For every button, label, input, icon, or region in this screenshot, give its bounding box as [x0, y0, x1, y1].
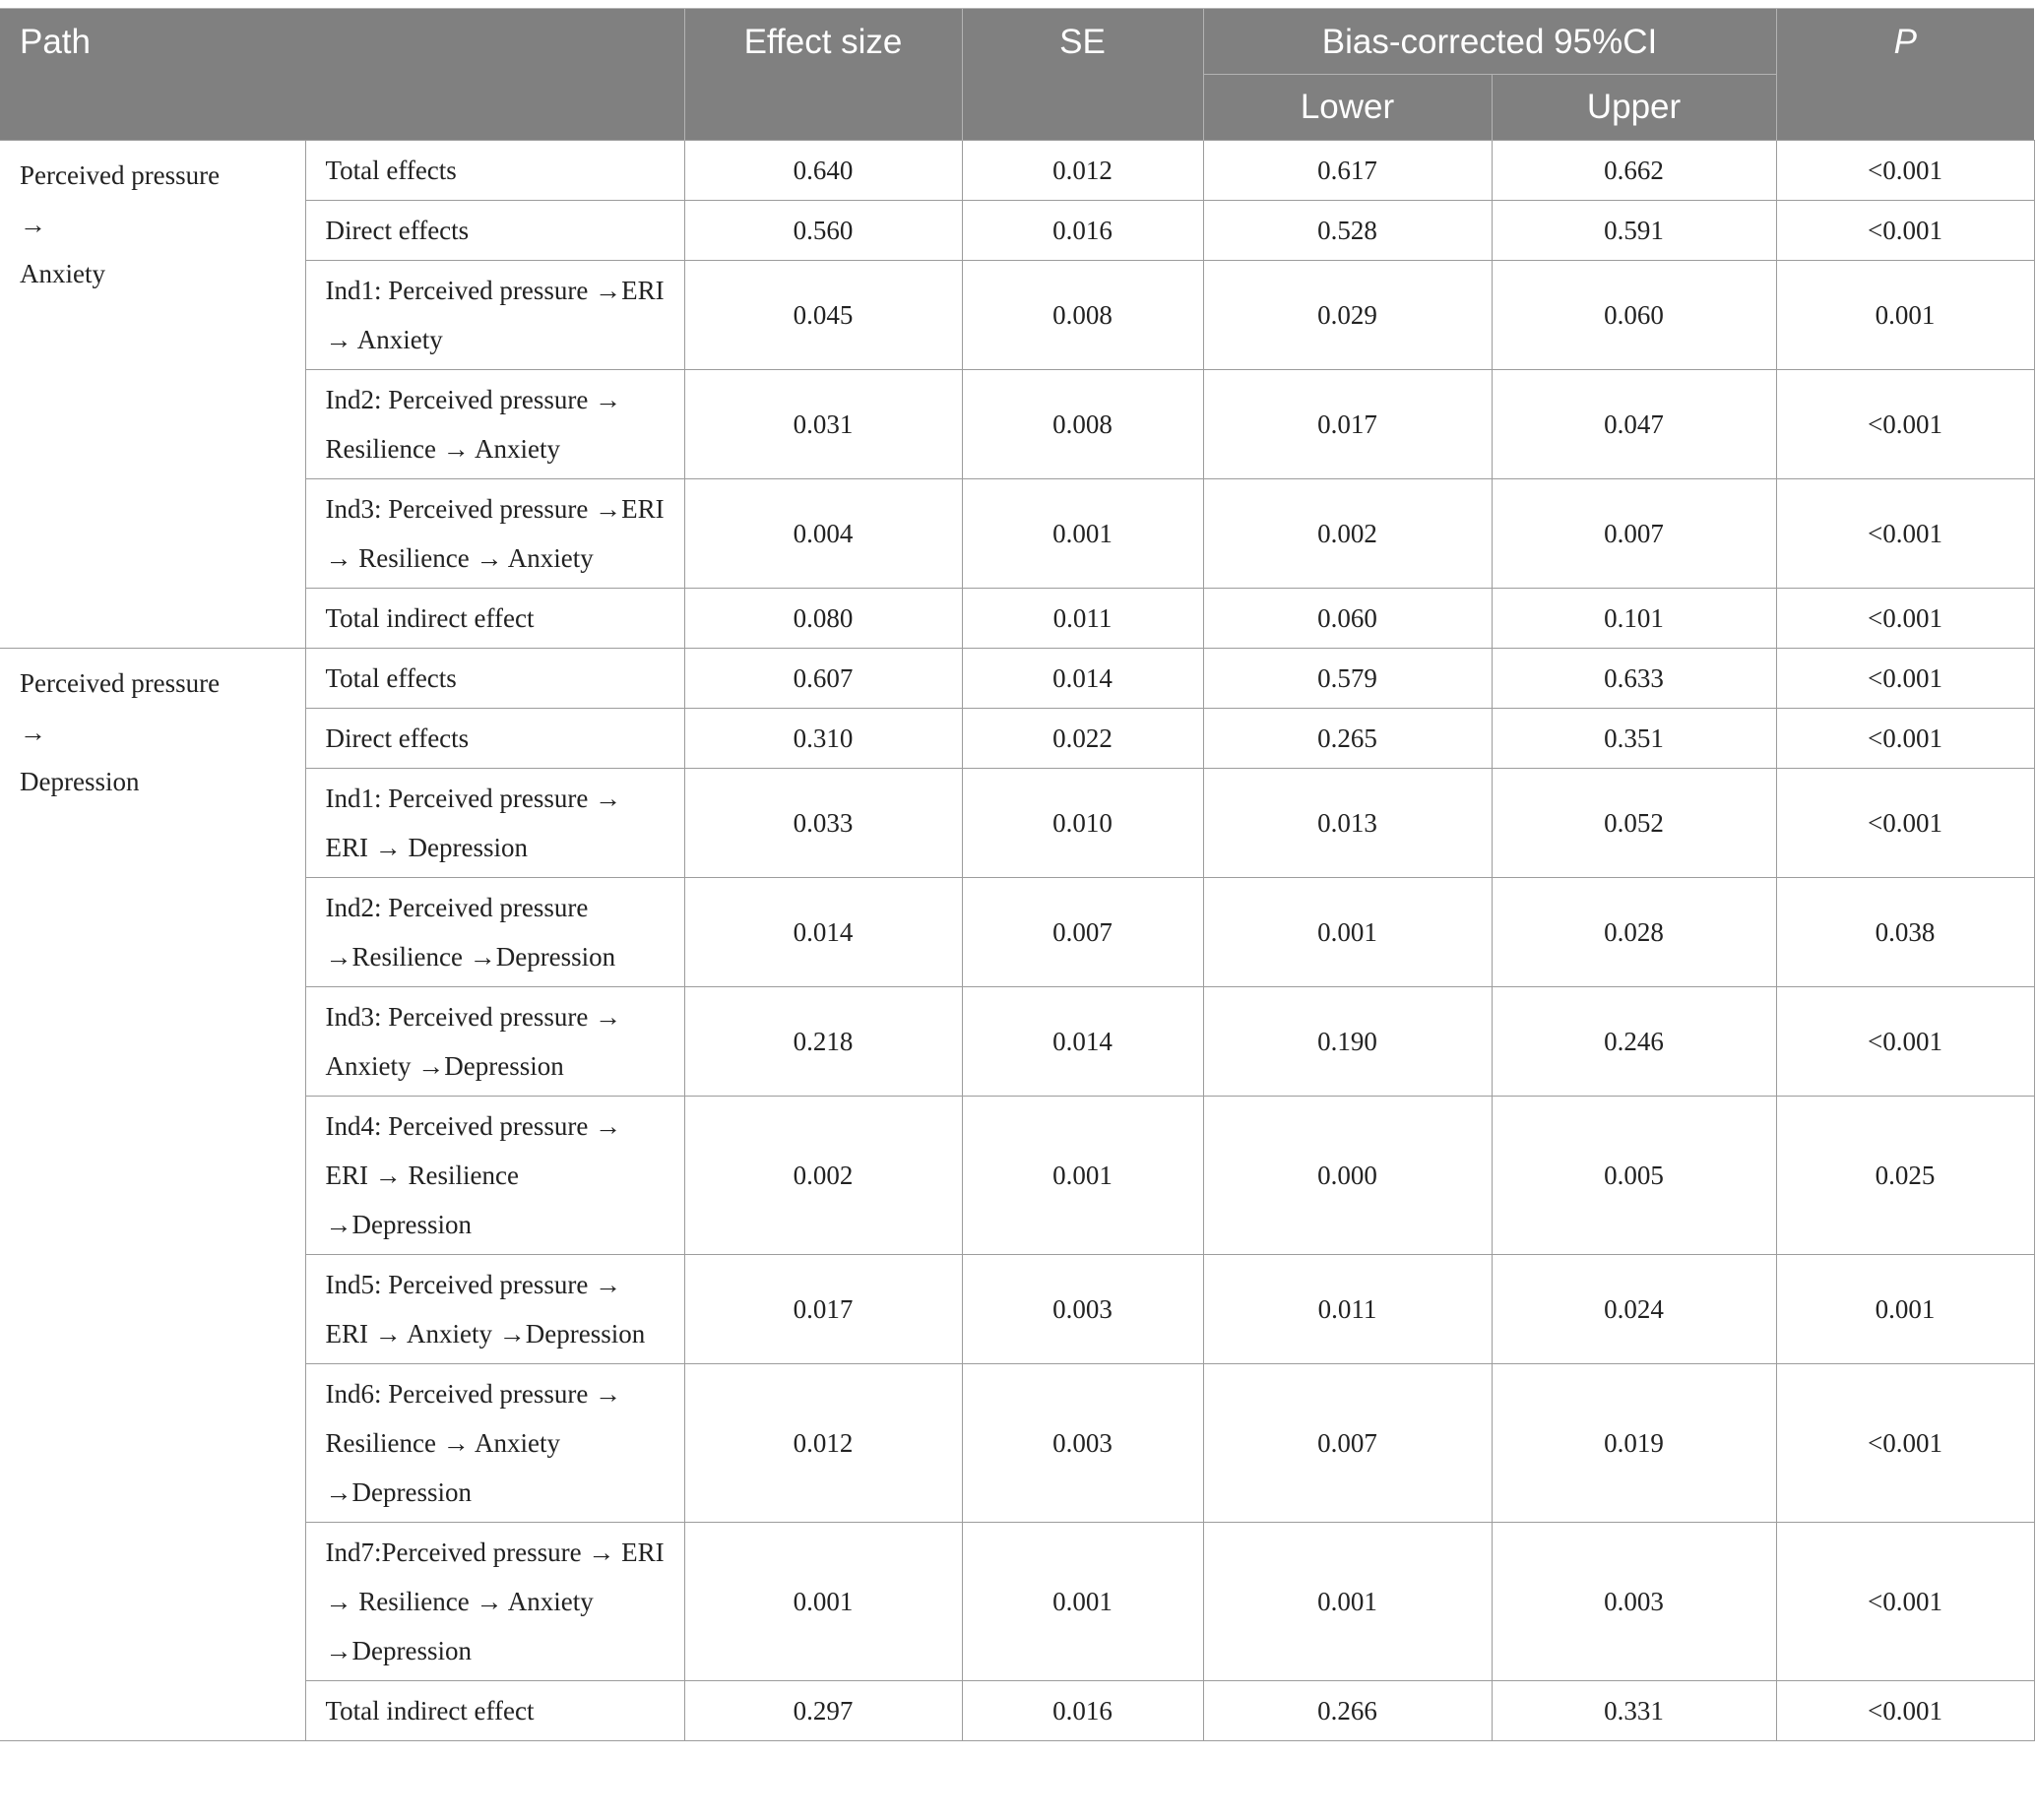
table-row [0, 141, 2034, 201]
p-value-cell: <0.001 [1776, 1364, 2034, 1523]
path-label-cell: Ind1: Perceived pressure → ERI → Depression [305, 769, 684, 878]
path-group-label-line: Perceived pressure [20, 160, 221, 190]
se-cell: 0.014 [962, 987, 1203, 1097]
effect-size-cell: 0.080 [684, 589, 962, 649]
effect-size-cell: 0.012 [684, 1364, 962, 1523]
table-row [0, 709, 2034, 769]
path-label-cell: Ind2: Perceived pressure → Resilience → Anxiety [305, 370, 684, 479]
path-label-cell: Direct effects [305, 709, 684, 769]
ci-upper-cell: 0.005 [1492, 1097, 1776, 1255]
table-body [0, 141, 2034, 1741]
table-row [0, 878, 2034, 987]
ci-upper-cell: 0.007 [1492, 479, 1776, 589]
path-label-cell: Ind6: Perceived pressure → Resilience → Anxiety →Depression [305, 1364, 684, 1523]
p-value-cell: <0.001 [1776, 479, 2034, 589]
effect-size-cell: 0.001 [684, 1523, 962, 1681]
path-label-cell: Total indirect effect [305, 1681, 684, 1741]
p-value-cell: 0.038 [1776, 878, 2034, 987]
table-row [0, 1364, 2034, 1523]
ci-upper-cell: 0.662 [1492, 141, 1776, 201]
path-label-cell: Total indirect effect [305, 589, 684, 649]
table-row [0, 649, 2034, 709]
se-cell: 0.012 [962, 141, 1203, 201]
header-upper: Upper [1492, 75, 1776, 141]
ci-upper-cell: 0.351 [1492, 709, 1776, 769]
ci-upper-cell: 0.331 [1492, 1681, 1776, 1741]
path-group-label-line: Depression [20, 767, 140, 796]
ci-lower-cell: 0.011 [1203, 1255, 1492, 1364]
ci-upper-cell: 0.003 [1492, 1523, 1776, 1681]
path-group-label-line: Perceived pressure [20, 668, 221, 698]
header-effect-size: Effect size [684, 9, 962, 141]
table-row [0, 1097, 2034, 1255]
path-group-label [0, 649, 305, 1741]
path-group-label-line: → [20, 210, 46, 239]
ci-lower-cell: 0.579 [1203, 649, 1492, 709]
se-cell: 0.011 [962, 589, 1203, 649]
p-value-cell: <0.001 [1776, 141, 2034, 201]
ci-lower-cell: 0.060 [1203, 589, 1492, 649]
ci-lower-cell: 0.617 [1203, 141, 1492, 201]
path-group-label-line: → [20, 718, 46, 747]
ci-upper-cell: 0.591 [1492, 201, 1776, 261]
p-value-cell: <0.001 [1776, 769, 2034, 878]
p-value-cell: <0.001 [1776, 201, 2034, 261]
ci-lower-cell: 0.265 [1203, 709, 1492, 769]
ci-lower-cell: 0.013 [1203, 769, 1492, 878]
se-cell: 0.003 [962, 1255, 1203, 1364]
ci-upper-cell: 0.246 [1492, 987, 1776, 1097]
header-ci: Bias-corrected 95%CI [1203, 9, 1776, 75]
path-label-cell: Direct effects [305, 201, 684, 261]
se-cell: 0.008 [962, 370, 1203, 479]
header-path: Path [0, 9, 684, 141]
p-value-cell: <0.001 [1776, 370, 2034, 479]
effect-size-cell: 0.014 [684, 878, 962, 987]
se-cell: 0.008 [962, 261, 1203, 370]
effect-size-cell: 0.310 [684, 709, 962, 769]
se-cell: 0.001 [962, 479, 1203, 589]
path-label-cell: Ind7:Perceived pressure → ERI → Resilience → Anxiety →Depression [305, 1523, 684, 1681]
ci-lower-cell: 0.029 [1203, 261, 1492, 370]
path-group-label [0, 141, 305, 649]
table-row [0, 1255, 2034, 1364]
se-cell: 0.001 [962, 1523, 1203, 1681]
se-cell: 0.016 [962, 1681, 1203, 1741]
ci-lower-cell: 0.190 [1203, 987, 1492, 1097]
se-cell: 0.007 [962, 878, 1203, 987]
ci-upper-cell: 0.019 [1492, 1364, 1776, 1523]
effect-size-cell: 0.002 [684, 1097, 962, 1255]
se-cell: 0.010 [962, 769, 1203, 878]
effect-size-cell: 0.033 [684, 769, 962, 878]
se-cell: 0.003 [962, 1364, 1203, 1523]
table-row [0, 370, 2034, 479]
header-lower: Lower [1203, 75, 1492, 141]
effect-size-cell: 0.017 [684, 1255, 962, 1364]
path-label-cell: Total effects [305, 649, 684, 709]
ci-upper-cell: 0.052 [1492, 769, 1776, 878]
effect-size-cell: 0.004 [684, 479, 962, 589]
se-cell: 0.022 [962, 709, 1203, 769]
effect-size-cell: 0.640 [684, 141, 962, 201]
table-row [0, 1523, 2034, 1681]
ci-upper-cell: 0.101 [1492, 589, 1776, 649]
effect-size-cell: 0.560 [684, 201, 962, 261]
ci-upper-cell: 0.633 [1492, 649, 1776, 709]
path-label-cell: Total effects [305, 141, 684, 201]
path-label-cell: Ind3: Perceived pressure → Anxiety →Depression [305, 987, 684, 1097]
p-value-cell: 0.001 [1776, 261, 2034, 370]
effect-size-cell: 0.045 [684, 261, 962, 370]
effect-size-cell: 0.297 [684, 1681, 962, 1741]
mediation-effects-table [0, 8, 2035, 1741]
p-value-cell: 0.001 [1776, 1255, 2034, 1364]
p-value-cell: 0.025 [1776, 1097, 2034, 1255]
p-value-cell: <0.001 [1776, 987, 2034, 1097]
ci-lower-cell: 0.528 [1203, 201, 1492, 261]
ci-lower-cell: 0.007 [1203, 1364, 1492, 1523]
effect-size-cell: 0.031 [684, 370, 962, 479]
table-header [0, 9, 2034, 141]
path-label-cell: Ind1: Perceived pressure →ERI → Anxiety [305, 261, 684, 370]
ci-upper-cell: 0.060 [1492, 261, 1776, 370]
path-label-cell: Ind2: Perceived pressure →Resilience →Depression [305, 878, 684, 987]
table-row [0, 769, 2034, 878]
path-label-cell: Ind4: Perceived pressure → ERI → Resilience →Depression [305, 1097, 684, 1255]
table-row [0, 987, 2034, 1097]
effect-size-cell: 0.607 [684, 649, 962, 709]
se-cell: 0.001 [962, 1097, 1203, 1255]
path-group-label-line: Anxiety [20, 259, 105, 288]
table-row [0, 479, 2034, 589]
se-cell: 0.014 [962, 649, 1203, 709]
p-value-cell: <0.001 [1776, 1681, 2034, 1741]
p-value-cell: <0.001 [1776, 589, 2034, 649]
ci-upper-cell: 0.047 [1492, 370, 1776, 479]
header-p: P [1776, 9, 2034, 141]
p-value-cell: <0.001 [1776, 709, 2034, 769]
ci-upper-cell: 0.024 [1492, 1255, 1776, 1364]
effect-size-cell: 0.218 [684, 987, 962, 1097]
path-label-cell: Ind5: Perceived pressure → ERI → Anxiety →Depression [305, 1255, 684, 1364]
table-row [0, 261, 2034, 370]
ci-upper-cell: 0.028 [1492, 878, 1776, 987]
ci-lower-cell: 0.002 [1203, 479, 1492, 589]
table-row [0, 201, 2034, 261]
ci-lower-cell: 0.001 [1203, 878, 1492, 987]
ci-lower-cell: 0.266 [1203, 1681, 1492, 1741]
p-value-cell: <0.001 [1776, 1523, 2034, 1681]
table-row [0, 589, 2034, 649]
ci-lower-cell: 0.000 [1203, 1097, 1492, 1255]
ci-lower-cell: 0.017 [1203, 370, 1492, 479]
ci-lower-cell: 0.001 [1203, 1523, 1492, 1681]
table-row [0, 1681, 2034, 1741]
se-cell: 0.016 [962, 201, 1203, 261]
p-value-cell: <0.001 [1776, 649, 2034, 709]
header-se: SE [962, 9, 1203, 141]
path-label-cell: Ind3: Perceived pressure →ERI → Resilience → Anxiety [305, 479, 684, 589]
